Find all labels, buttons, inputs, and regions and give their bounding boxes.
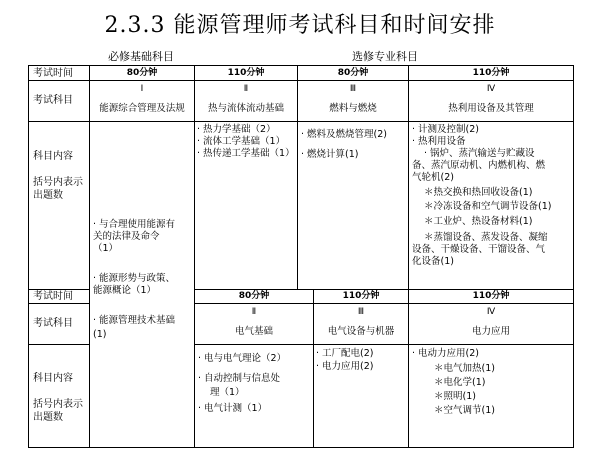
row-label-subject: 考试科目 <box>33 95 73 106</box>
content-item: ＊空气调节(1) <box>434 405 495 416</box>
grid-line <box>194 289 573 290</box>
content-item: · 工厂配电(2) <box>316 348 374 359</box>
time-cell-4b: 110分钟 <box>472 291 510 301</box>
content-item: 化设备(1) <box>412 256 454 267</box>
content-item: · 锅炉、蒸汽输送与贮藏设 <box>424 148 535 159</box>
content-item: · 能源管理技术基础 <box>93 315 176 326</box>
row-label-content: 科目内容 <box>33 151 73 162</box>
subject-numeral-2b: Ⅱ <box>251 307 257 317</box>
grid-line <box>194 66 195 447</box>
subject-numeral-4b: Ⅳ <box>486 307 496 317</box>
time-cell-3: 80分钟 <box>337 68 369 78</box>
content-item: · 燃烧计算(1) <box>301 149 359 160</box>
time-cell-2b: 80分钟 <box>238 291 270 301</box>
subject-numeral-1: Ⅰ <box>140 84 144 94</box>
row-label-content: 科目内容 <box>33 373 73 384</box>
time-cell-1: 80分钟 <box>126 68 158 78</box>
content-item: 关的法律及命令 <box>93 231 160 242</box>
subject-numeral-2: Ⅱ <box>243 84 249 94</box>
exam-table <box>28 65 574 448</box>
content-item: (1) <box>93 329 107 340</box>
content-item: ＊电气加热(1) <box>434 363 495 374</box>
content-item: · 自动控制与信息处 <box>198 373 281 384</box>
content-item: · 计测及控制(2) <box>412 124 479 135</box>
content-item: （1） <box>93 243 119 254</box>
subtitle-elective: 选修专业科目 <box>352 50 418 63</box>
content-item: · 热利用设备 <box>412 136 466 147</box>
content-item: ＊电化学(1) <box>434 377 486 388</box>
grid-line <box>297 66 298 289</box>
content-item: · 电动力应用(2) <box>412 348 479 359</box>
content-item: 备、蒸汽原动机、内燃机构、燃 <box>412 160 546 171</box>
content-item: 设备、干燥设备、干馏设备、气 <box>412 244 546 255</box>
subject-numeral-3: Ⅲ <box>349 84 357 94</box>
subject-name-3: 燃料与燃烧 <box>329 103 377 114</box>
time-cell-3b: 110分钟 <box>342 291 380 301</box>
row-label-time: 考试时间 <box>33 291 73 302</box>
content-item: 理（1） <box>210 387 245 398</box>
content-item: · 热传递工学基础（1） <box>197 148 295 159</box>
row-label-time: 考试时间 <box>33 68 73 79</box>
subject-numeral-3b: Ⅲ <box>357 307 365 317</box>
grid-line <box>89 66 90 447</box>
content-item: ＊热交换和热回收设备(1) <box>424 187 533 198</box>
row-label-note: 括号内表示出题数 <box>33 177 83 201</box>
content-item: · 热力学基础（2） <box>197 124 276 135</box>
subject-name-4: 热利用设备及其管理 <box>448 103 534 114</box>
time-cell-2: 110分钟 <box>227 68 265 78</box>
content-item: 气轮机(2) <box>412 172 454 183</box>
grid-line <box>29 121 573 122</box>
content-item: · 流体工学基础（1） <box>197 136 286 147</box>
row-label-note: 括号内表示出题数 <box>33 399 83 423</box>
content-item: · 电气计测（1） <box>198 403 268 414</box>
subject-name-1: 能源综合管理及法规 <box>99 103 185 114</box>
page-title: 2.3.3 能源管理师考试科目和时间安排 <box>104 13 496 38</box>
grid-line <box>29 303 89 304</box>
content-item: ＊工业炉、热设备材料(1) <box>424 216 533 227</box>
content-item: ＊照明(1) <box>434 391 476 402</box>
row-label-subject: 考试科目 <box>33 318 73 329</box>
grid-line <box>194 303 573 304</box>
content-item: · 能源形势与政策、 <box>93 273 176 284</box>
subject-name-4b: 电力应用 <box>471 326 510 337</box>
content-item: · 电力应用(2) <box>316 361 374 372</box>
content-item: · 与合理使用能源有 <box>93 219 176 230</box>
subject-name-2b: 电气基础 <box>234 326 273 337</box>
subject-name-3b: 电气设备与机器 <box>327 326 395 337</box>
grid-line <box>29 344 89 345</box>
content-item: · 燃料及燃烧管理(2) <box>301 129 387 140</box>
content-item: · 电与电气理论（2） <box>198 353 287 364</box>
subject-name-2: 热与流体流动基础 <box>207 103 284 114</box>
grid-line <box>29 80 573 81</box>
grid-line <box>194 344 573 345</box>
content-item: 能源概论（1） <box>93 285 157 296</box>
time-cell-4: 110分钟 <box>472 68 510 78</box>
subtitle-required: 必修基础科目 <box>108 50 174 63</box>
subject-numeral-4: Ⅳ <box>486 84 496 94</box>
grid-line <box>408 66 409 447</box>
content-item: ＊蒸馏设备、蒸发设备、凝缩 <box>424 232 548 243</box>
content-item: ＊冷冻设备和空气调节设备(1) <box>424 201 552 212</box>
